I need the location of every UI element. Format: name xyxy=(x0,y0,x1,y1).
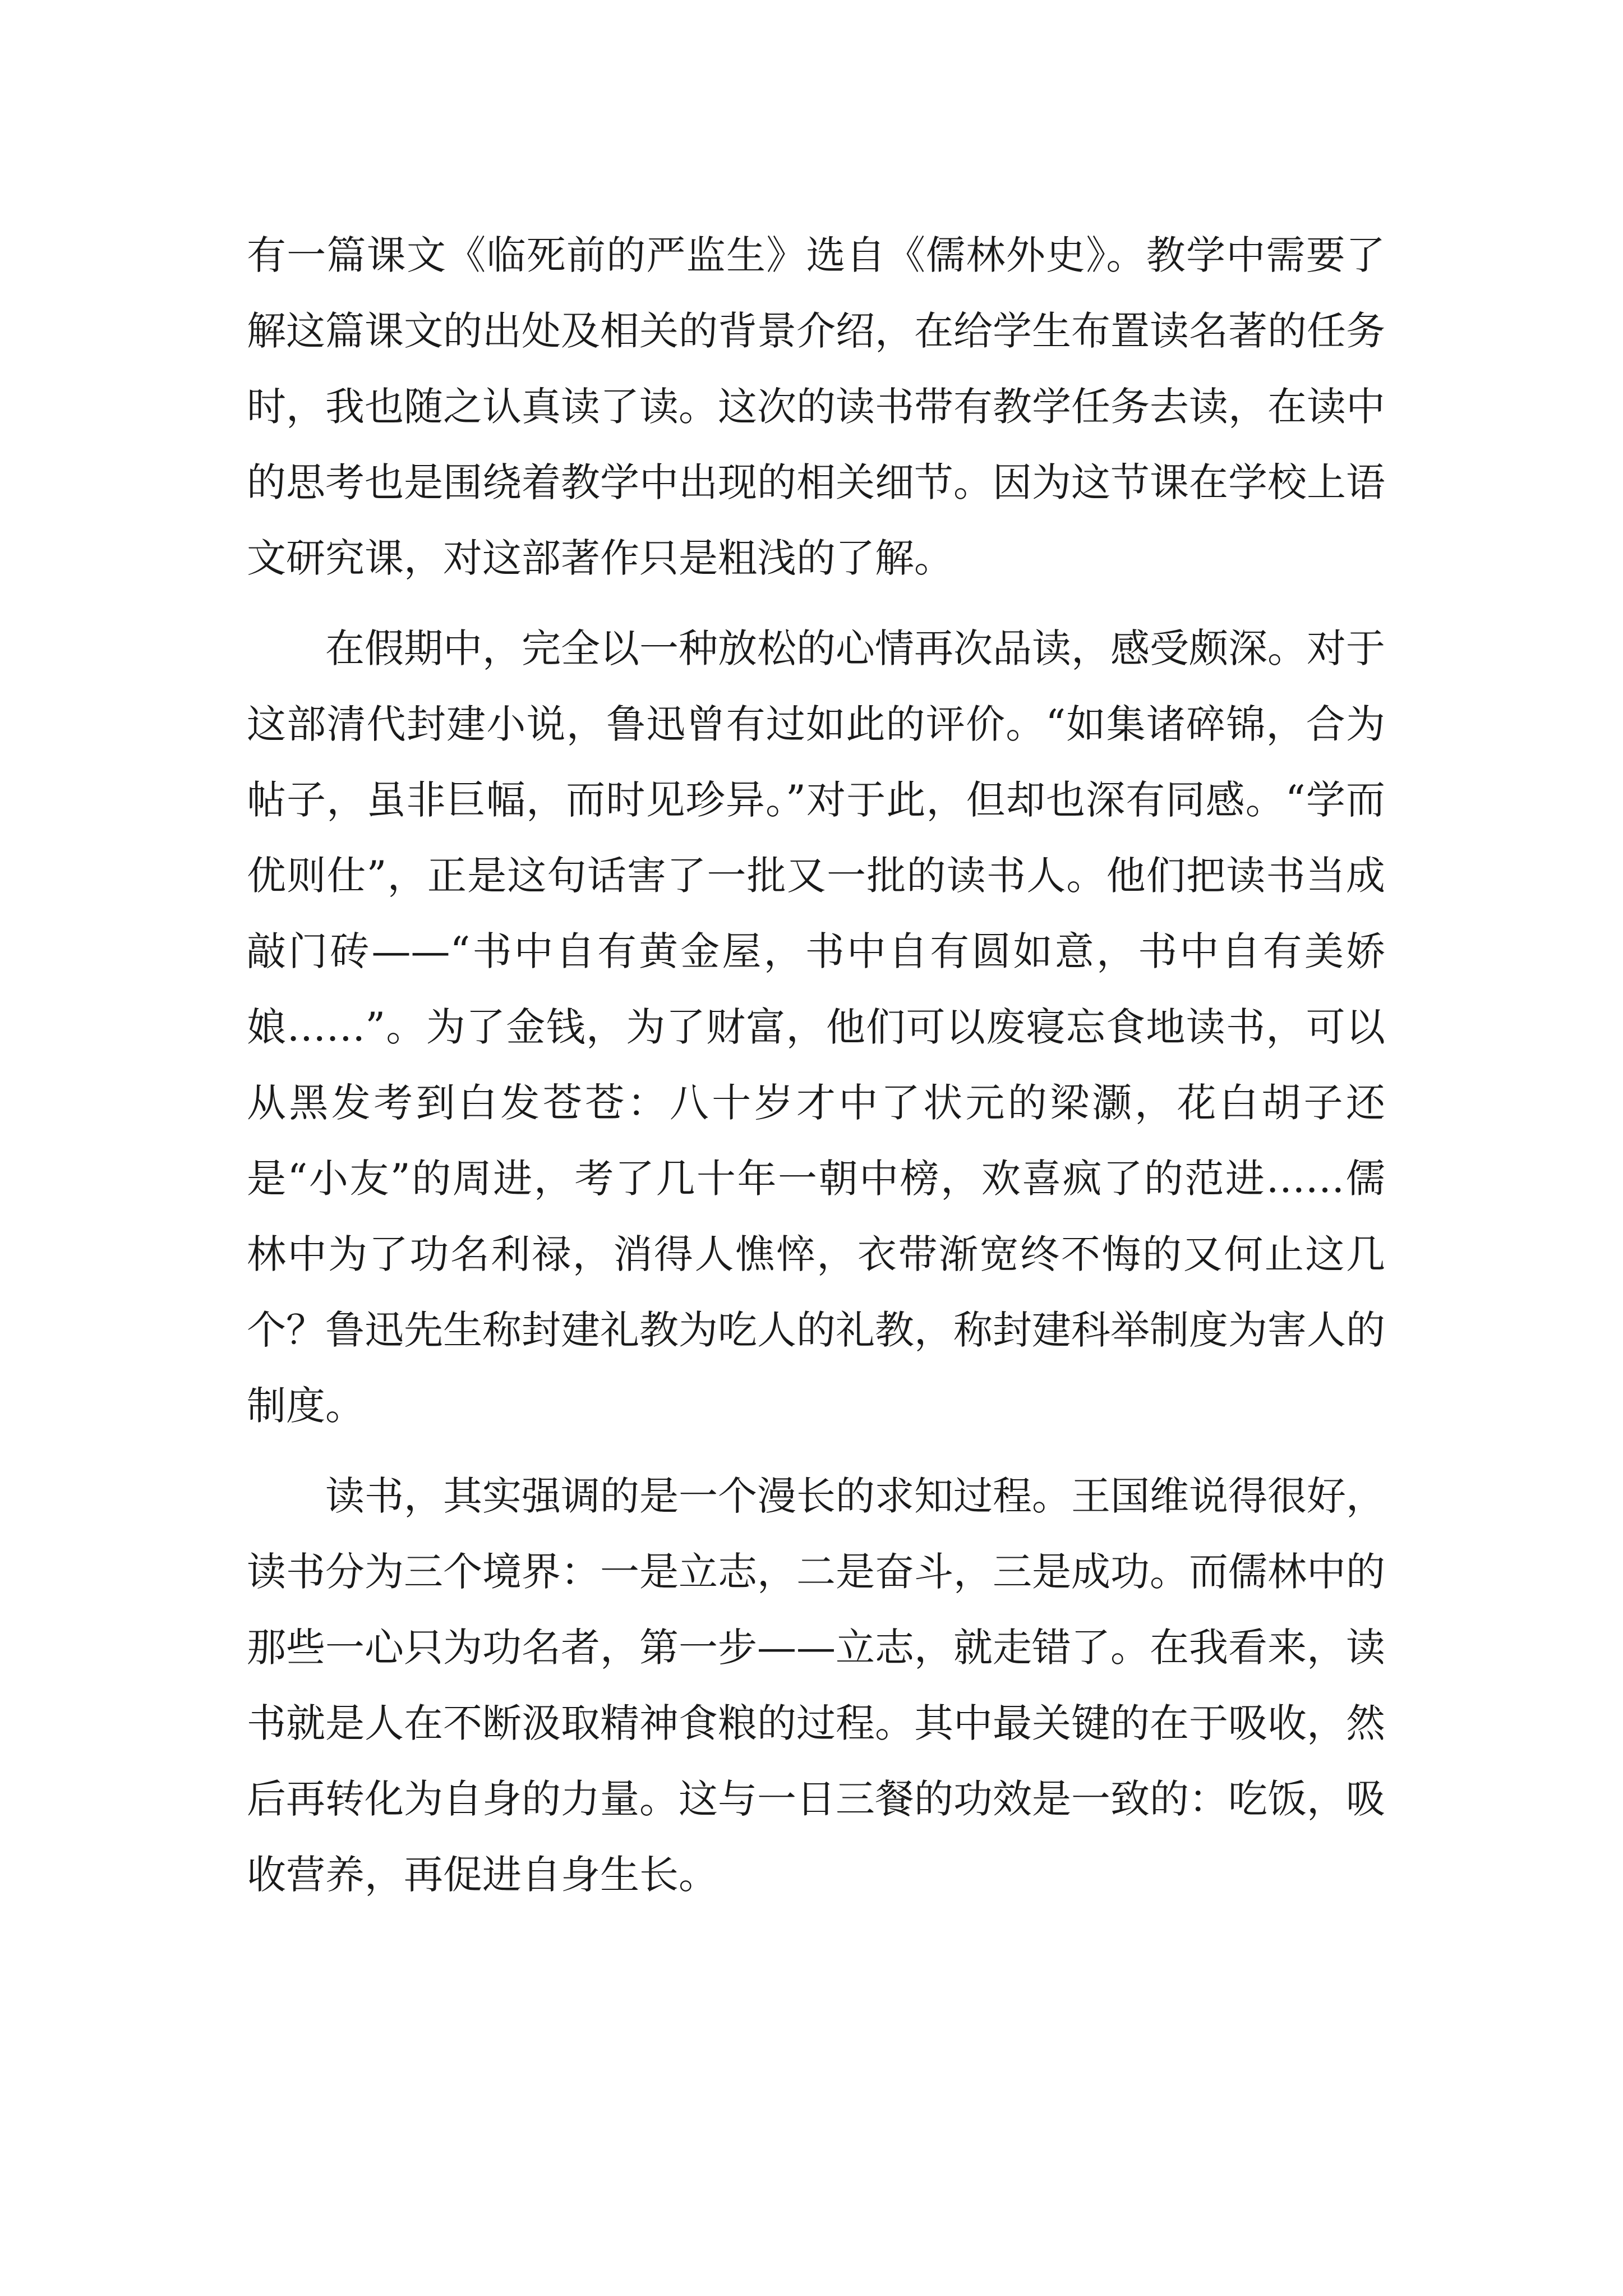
body-text xyxy=(247,218,1385,1927)
paragraph-3: 读书，其实强调的是一个漫长的求知过程。王国维说得很好，读书分为三个境界：一是立志，二是奋斗，三是成功。而儒林中的那些一心只为功名者，第一步——立志，就走错了。在我看来，读书就是人在不断汲取精神食粮的过程。其中最关键的在于吸收，然后再转化为自身的力量。这与一日三餐的功效是一致的：吃饭，吸收营养，再促进自身生长。 xyxy=(247,1473,1385,1898)
paragraph-2: 在假期中，完全以一种放松的心情再次品读，感受颇深。对于这部清代封建小说，鲁迅曾有过如此的评价。“如集诸碎锦，合为帖子，虽非巨幅，而时见珍异。”对于此，但却也深有同感。“学而优则仕”，正是这句话害了一批又一批的读书人。他们把读书当成敲门砖——“书中自有黄金屋，书中自有圆如意，书中自有美娇娘……”。为了金钱，为了财富，他们可以废寝忘食地读书，可以从黑发考到白发苍苍：八十岁才中了状元的梁灏，花白胡子还是“小友”的周进，考了几十年一朝中榜，欢喜疯了的范进……儒林中为了功名利禄，消得人憔悴，衣带渐宽终不悔的又何止这几个？鲁迅先生称封建礼教为吃人的礼教，称封建科举制度为害人的制度。 xyxy=(247,625,1385,1429)
paragraph-1: 有一篇课文《临死前的严监生》选自《儒林外史》。教学中需要了解这篇课文的出处及相关的背景介绍，在给学生布置读名著的任务时，我也随之认真读了读。这次的读书带有教学任务去读，在读中的思考也是围绕着教学中出现的相关细节。因为这节课在学校上语文研究课，对这部著作只是粗浅的了解。 xyxy=(247,232,1385,581)
